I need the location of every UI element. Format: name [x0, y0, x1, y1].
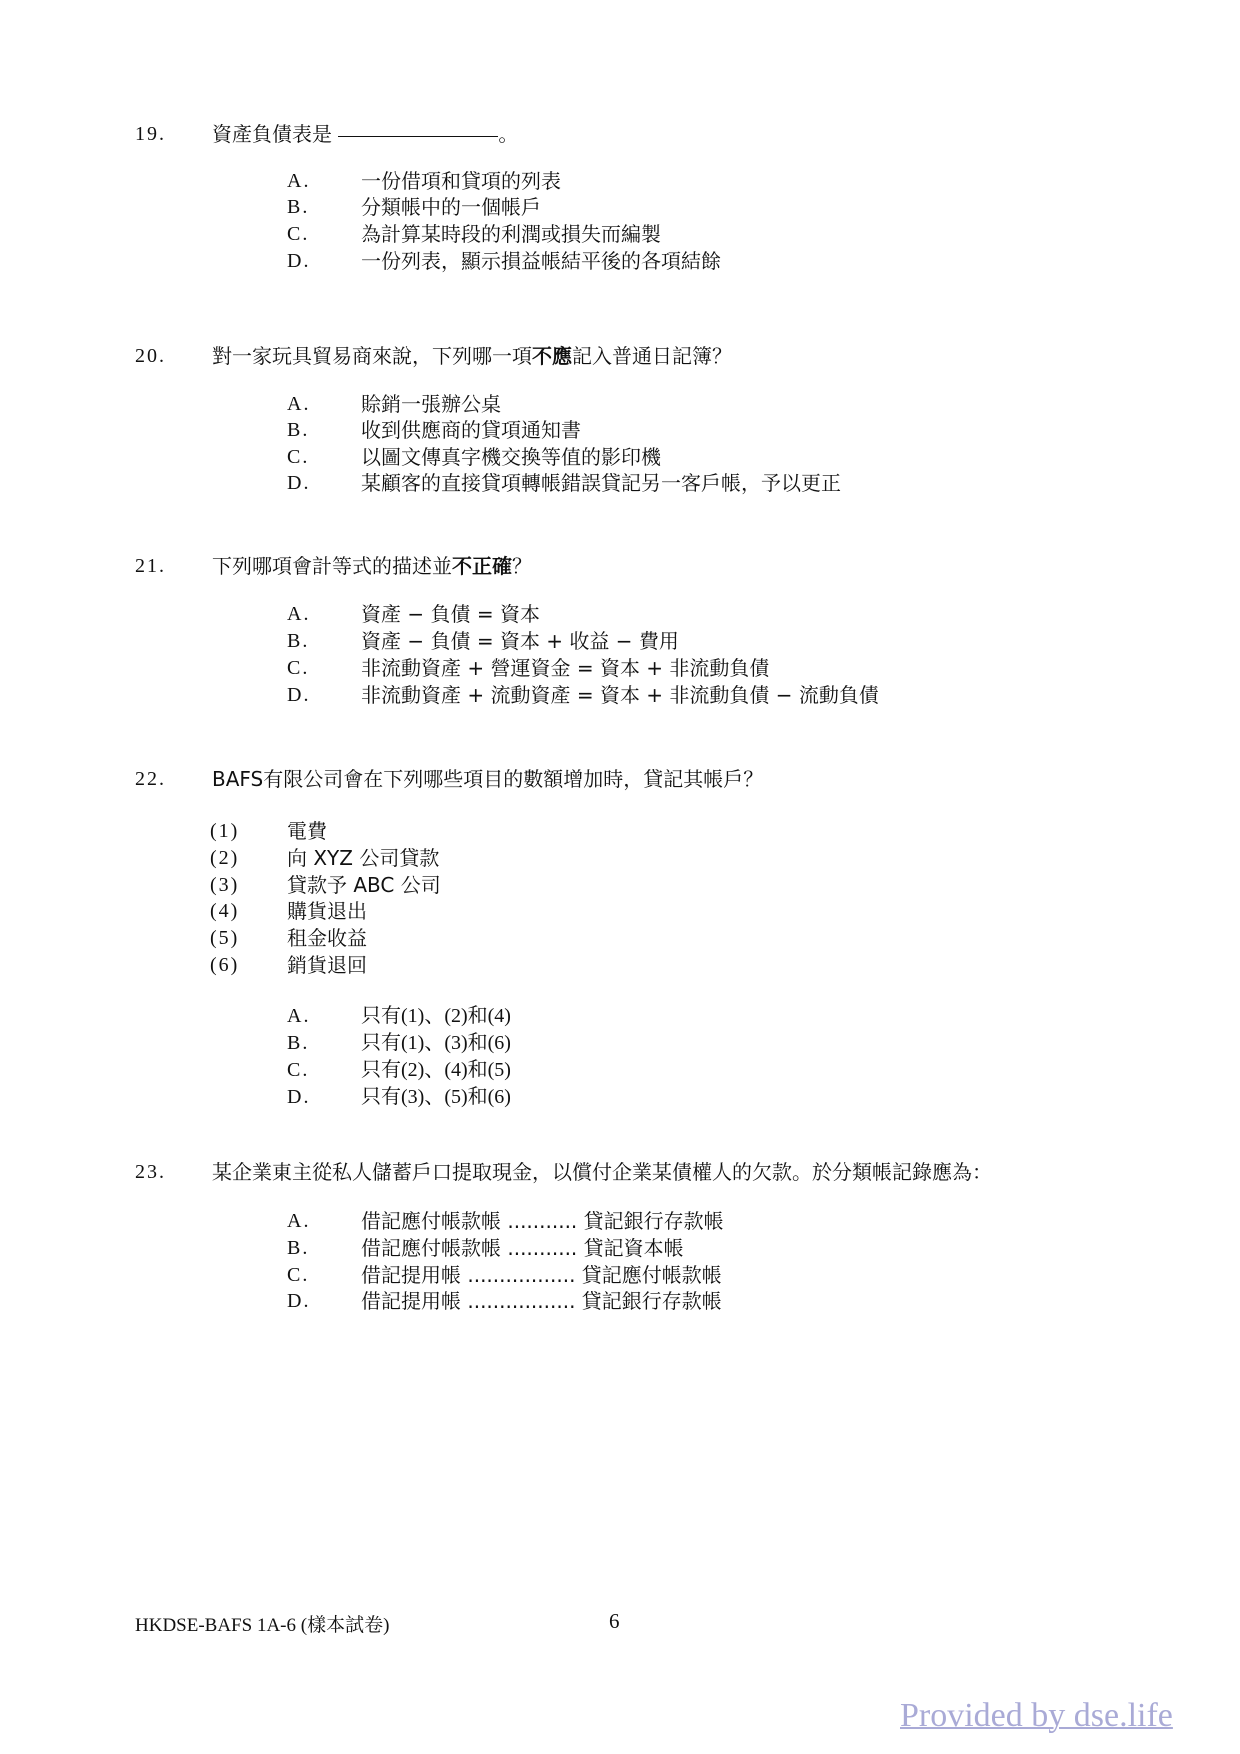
question-stem	[212, 120, 518, 148]
item-number: (1)	[210, 820, 240, 842]
question-stem	[212, 552, 532, 580]
option-letter: D.	[287, 250, 311, 272]
watermark-link[interactable]: Provided by dse.life	[900, 1697, 1173, 1734]
stem-end: 記入普通日記簿？	[572, 344, 732, 368]
question-stem	[212, 342, 732, 370]
option-text: 借記應付帳款帳 ........... 貸記銀行存款帳	[361, 1209, 724, 1233]
item-text: 租金收益	[287, 926, 367, 950]
option-letter: A.	[287, 393, 311, 415]
option-text: 只有(3)、(5)和(6)	[361, 1086, 511, 1108]
option-text: 只有(1)、(3)和(6)	[361, 1032, 511, 1054]
item-number: (6)	[210, 954, 240, 976]
question-stem: 某企業東主從私人儲蓄戶口提取現金，以償付企業某債權人的欠款。於分類帳記錄應為：	[212, 1160, 992, 1184]
option-text: 某顧客的直接貸項轉帳錯誤貸記另一客戶帳，予以更正	[361, 471, 841, 495]
item-text: 貸款予 ABC 公司	[287, 873, 441, 897]
option-letter: B.	[287, 196, 310, 218]
option-text: 非流動資產 + 營運資金 = 資本 + 非流動負債	[361, 656, 770, 680]
option-letter: A.	[287, 1005, 311, 1027]
option-letter: A.	[287, 170, 311, 192]
question-number: 23.	[135, 1161, 166, 1183]
question-number: 22.	[135, 768, 166, 790]
question-number: 19.	[135, 123, 166, 145]
option-text: 借記應付帳款帳 ........... 貸記資本帳	[361, 1236, 684, 1260]
option-letter: D.	[287, 684, 311, 706]
page-number: 6	[609, 1609, 620, 1633]
option-letter: D.	[287, 1086, 311, 1108]
stem-emphasis: 不應	[532, 344, 572, 368]
option-text: 以圖文傳真字機交換等值的影印機	[361, 445, 661, 469]
option-letter: C.	[287, 223, 310, 245]
option-text: 資產 − 負債 = 資本	[361, 602, 540, 626]
option-letter: B.	[287, 419, 310, 441]
item-number: (4)	[210, 900, 240, 922]
option-text: 非流動資產 + 流動資產 = 資本 + 非流動負債 − 流動負債	[361, 683, 879, 707]
option-letter: A.	[287, 603, 311, 625]
option-text: 分類帳中的一個帳戶	[361, 195, 541, 219]
option-letter: A.	[287, 1210, 311, 1232]
option-letter: B.	[287, 1237, 310, 1259]
stem-end: ？	[512, 554, 532, 578]
item-number: (5)	[210, 927, 240, 949]
option-text: 資產 − 負債 = 資本 + 收益 − 費用	[361, 629, 679, 653]
option-letter: B.	[287, 630, 310, 652]
stem-end: 。	[498, 122, 519, 146]
question-stem: BAFS有限公司會在下列哪些項目的數額增加時，貸記其帳戶？	[212, 767, 764, 791]
paper-code: HKDSE-BAFS 1A-6 (樣本試卷)	[135, 1615, 390, 1636]
question-number: 20.	[135, 345, 166, 367]
option-letter: D.	[287, 1290, 311, 1312]
item-number: (3)	[210, 874, 240, 896]
option-text: 一份列表，顯示損益帳結平後的各項結餘	[361, 249, 721, 273]
option-letter: C.	[287, 1059, 310, 1081]
option-text: 只有(2)、(4)和(5)	[361, 1059, 511, 1081]
option-text: 借記提用帳 ................. 貸記應付帳款帳	[361, 1263, 722, 1287]
option-letter: C.	[287, 657, 310, 679]
item-number: (2)	[210, 847, 240, 869]
option-text: 只有(1)、(2)和(4)	[361, 1005, 511, 1027]
answer-blank	[338, 136, 498, 137]
stem-text: 下列哪項會計等式的描述並	[212, 554, 452, 578]
option-text: 賒銷一張辦公桌	[361, 392, 501, 416]
option-text: 借記提用帳 ................. 貸記銀行存款帳	[361, 1289, 722, 1313]
stem-text: 對一家玩具貿易商來說，下列哪一項	[212, 344, 532, 368]
item-text: 銷貨退回	[287, 953, 367, 977]
question-number: 21.	[135, 555, 166, 577]
option-letter: C.	[287, 446, 310, 468]
option-text: 收到供應商的貸項通知書	[361, 418, 581, 442]
stem-emphasis: 不正確	[452, 554, 512, 578]
option-text: 一份借項和貸項的列表	[361, 169, 561, 193]
option-text: 為計算某時段的利潤或損失而編製	[361, 222, 661, 246]
item-text: 購貨退出	[287, 899, 367, 923]
option-letter: C.	[287, 1264, 310, 1286]
item-text: 向 XYZ 公司貸款	[287, 846, 440, 870]
option-letter: B.	[287, 1032, 310, 1054]
option-letter: D.	[287, 472, 311, 494]
item-text: 電費	[287, 819, 327, 843]
stem-text: 資產負債表是	[212, 122, 332, 146]
